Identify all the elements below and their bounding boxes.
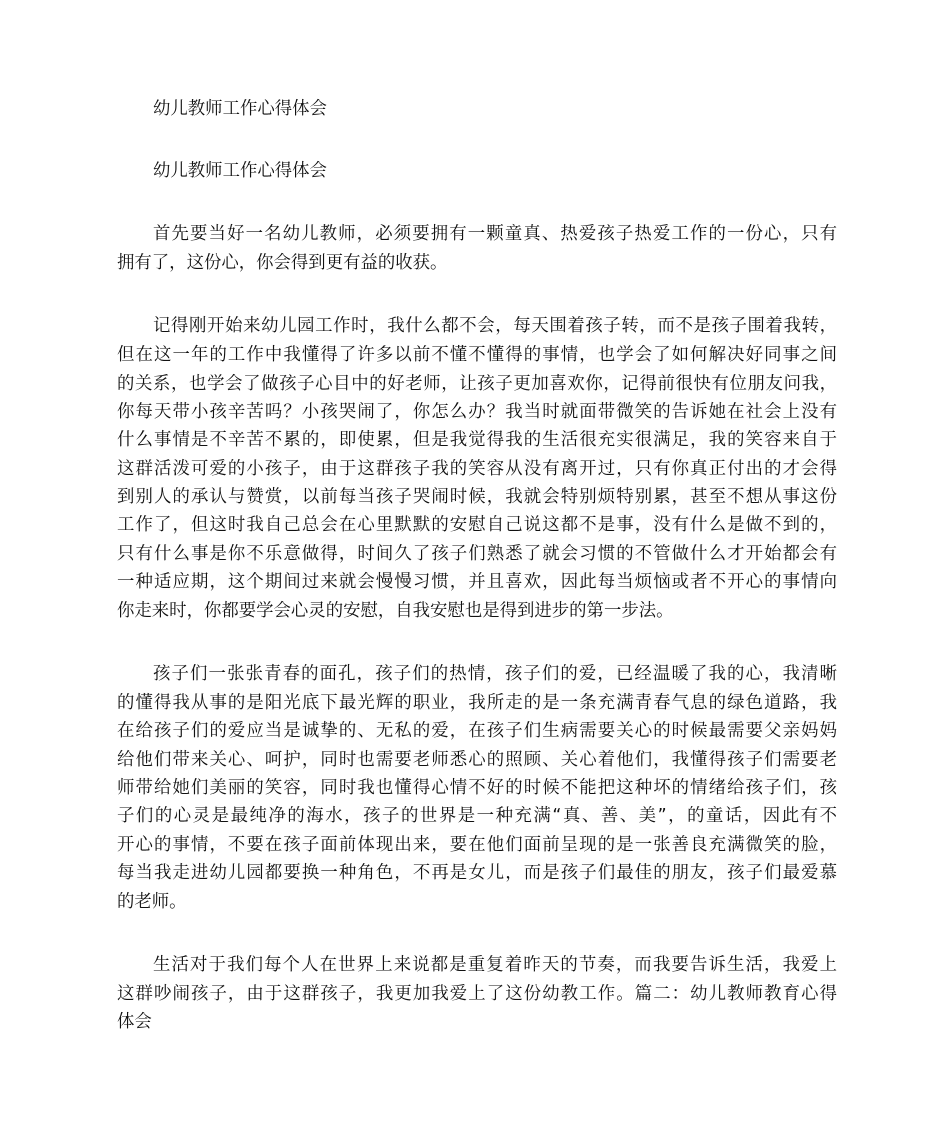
paragraph-3-line-5: 师带给她们美丽的笑容，同时我也懂得心情不好的时候不能把这种坏的情绪给孩子们，孩 — [117, 778, 837, 798]
paragraph-4-line-3: 体会 — [117, 1012, 152, 1032]
paragraph-3-line-7: 开心的事情，不要在孩子面前体现出来，要在他们面前呈现的是一张善良充满微笑的脸， — [117, 835, 837, 855]
paragraph-2-line-2: 但在这一年的工作中我懂得了许多以前不懂不懂得的事情，也学会了如何解决好同事之间 — [117, 345, 837, 365]
document-subtitle: 幼儿教师工作心得体会 — [153, 161, 327, 181]
paragraph-2-line-11: 你走来时，你都要学会心灵的安慰，自我安慰也是得到进步的第一步法。 — [117, 601, 674, 621]
paragraph-2-line-10: 一种适应期，这个期间过来就会慢慢习惯，并且喜欢，因此每当烦恼或者不开心的事情向 — [117, 572, 837, 592]
paragraph-2-line-9: 只有什么事是你不乐意做得，时间久了孩子们熟悉了就会习惯的不管做什么才开始都会有 — [117, 544, 837, 564]
paragraph-2-line-7: 到别人的承认与赞赏，以前每当孩子哭闹时候，我就会特别烦特别累，甚至不想从事这份 — [117, 487, 837, 507]
paragraph-2-line-1: 记得刚开始来幼儿园工作时，我什么都不会，每天围着孩子转，而不是孩子围着我转， — [153, 316, 837, 336]
paragraph-2-line-8: 工作了，但这时我自己总会在心里默默的安慰自己说这都不是事，没有什么是做不到的， — [117, 515, 837, 535]
paragraph-2-line-3: 的关系，也学会了做孩子心目中的好老师，让孩子更加喜欢你，记得前很快有位朋友问我， — [117, 374, 837, 394]
paragraph-3-line-2: 的懂得我从事的是阳光底下最光辉的职业，我所走的是一条充满青春气息的绿色道路，我 — [117, 693, 837, 713]
paragraph-3-line-4: 给他们带来关心、呵护，同时也需要老师悉心的照顾、关心着他们，我懂得孩子们需要老 — [117, 750, 837, 770]
paragraph-3-line-8: 每当我走进幼儿园都要换一种角色，不再是女儿，而是孩子们最佳的朋友，孩子们最爱慕 — [117, 863, 837, 883]
paragraph-3-line-9: 的老师。 — [117, 892, 187, 912]
paragraph-3-line-3: 在给孩子们的爱应当是诚挚的、无私的爱，在孩子们生病需要关心的时候最需要父亲妈妈 — [117, 721, 837, 741]
paragraph-2-line-5: 什么事情是不辛苦不累的，即使累，但是我觉得我的生活很充实很满足，我的笑容来自于 — [117, 430, 837, 450]
paragraph-4-line-2: 这群吵闹孩子，由于这群孩子，我更加我爱上了这份幼教工作。篇二：幼儿教师教育心得 — [117, 984, 837, 1004]
paragraph-4-line-1: 生活对于我们每个人在世界上来说都是重复着昨天的节奏，而我要告诉生活，我爱上 — [153, 955, 837, 975]
paragraph-2-line-4: 你每天带小孩辛苦吗？小孩哭闹了，你怎么办？我当时就面带微笑的告诉她在社会上没有 — [117, 402, 837, 422]
paragraph-1-line-2: 拥有了，这份心，你会得到更有益的收获。 — [117, 253, 448, 273]
paragraph-1-line-1: 首先要当好一名幼儿教师，必须要拥有一颗童真、热爱孩子热爱工作的一份心，只有 — [153, 224, 837, 244]
document-title: 幼儿教师工作心得体会 — [153, 99, 327, 119]
paragraph-2-line-6: 这群活泼可爱的小孩子，由于这群孩子我的笑容从没有离开过，只有你真正付出的才会得 — [117, 459, 837, 479]
paragraph-3-line-1: 孩子们一张张青春的面孔，孩子们的热情，孩子们的爱，已经温暖了我的心，我清晰 — [153, 664, 837, 684]
paragraph-3-line-6: 子们的心灵是最纯净的海水，孩子的世界是一种充满“真、善、美”，的童话，因此有不 — [117, 806, 837, 826]
